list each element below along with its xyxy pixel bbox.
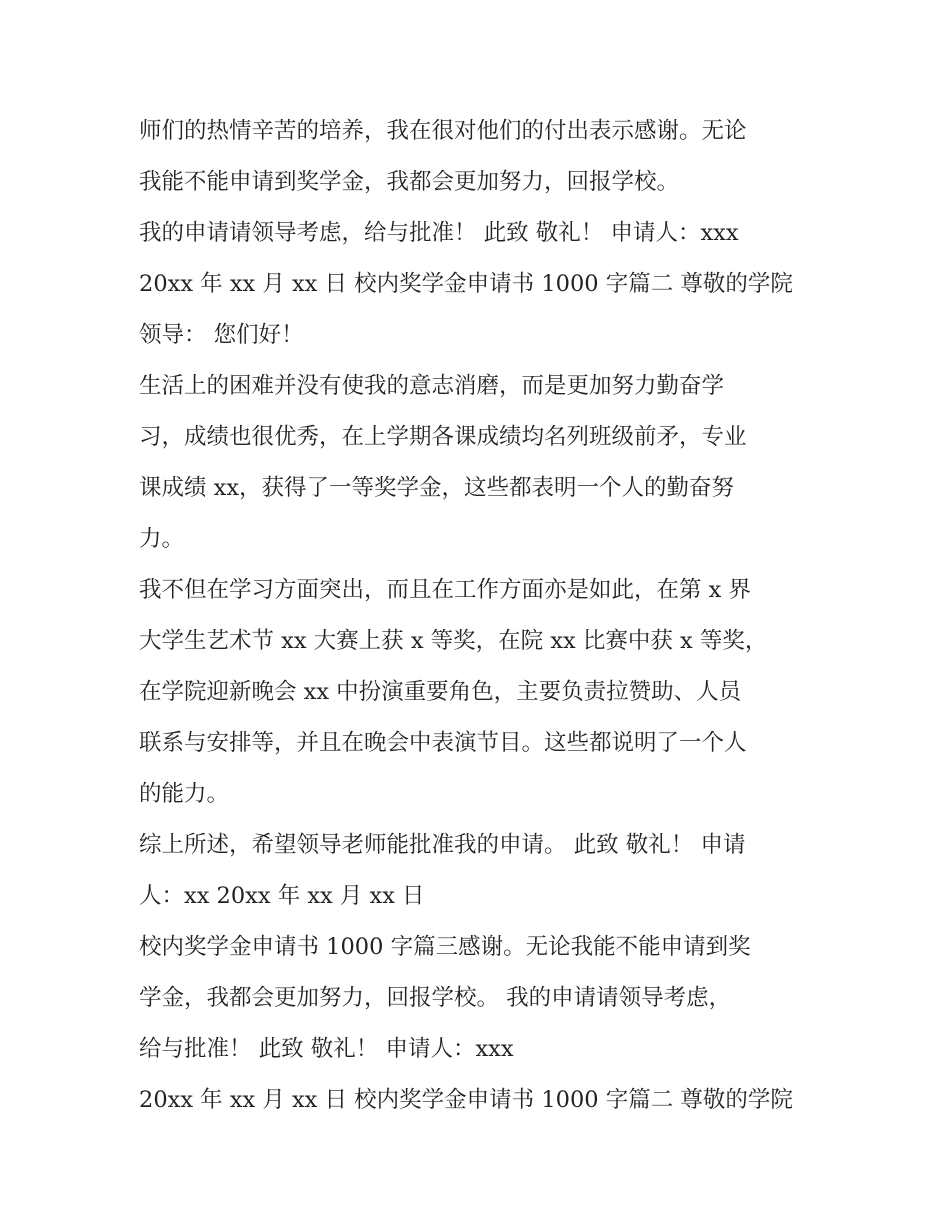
text-line: 校内奖学金申请书 1000 字篇三感谢。无论我能不能申请到奖 [139, 934, 751, 960]
text-line: 给与批准！ 此致 敬礼！ 申请人：xxx [139, 1036, 514, 1062]
text-line: 生活上的困难并没有使我的意志消磨，而是更加努力勤奋学 [139, 373, 725, 399]
document-body [139, 106, 829, 1126]
text-line: 领导： 您们好！ [139, 322, 304, 348]
text-line: 人：xx 20xx 年 xx 月 xx 日 [139, 883, 425, 909]
text-line: 大学生艺术节 xx 大赛上获 x 等奖，在院 xx 比赛中获 x 等奖， [139, 628, 768, 654]
text-line: 师们的热情辛苦的培养，我在很对他们的付出表示感谢。无论 [139, 118, 747, 144]
text-line: 课成绩 xx，获得了一等奖学金，这些都表明一个人的勤奋努 [139, 475, 735, 501]
text-line: 我不但在学习方面突出，而且在工作方面亦是如此，在第 x 界 [139, 577, 751, 603]
text-line: 综上所述，希望领导老师能批准我的申请。 此致 敬礼！ 申请 [139, 832, 746, 858]
text-line: 习，成绩也很优秀，在上学期各课成绩均名列班级前矛，专业 [139, 424, 747, 450]
text-line: 学金，我都会更加努力，回报学校。 我的申请请领导考虑， [139, 985, 732, 1011]
text-line: 20xx 年 xx 月 xx 日 校内奖学金申请书 1000 字篇二 尊敬的学院 [139, 271, 793, 297]
text-line: 的能力。 [139, 781, 230, 807]
text-line: 在学院迎新晚会 xx 中扮演重要角色，主要负责拉赞助、人员 [139, 679, 742, 705]
text-line: 我能不能申请到奖学金，我都会更加努力，回报学校。 [139, 169, 680, 195]
text-line: 力。 [139, 526, 185, 552]
text-line: 20xx 年 xx 月 xx 日 校内奖学金申请书 1000 字篇二 尊敬的学院 [139, 1087, 793, 1113]
text-line: 联系与安排等，并且在晚会中表演节目。这些都说明了一个人 [139, 730, 747, 756]
text-line: 我的申请请领导考虑，给与批准！ 此致 敬礼！ 申请人：xxx [139, 220, 739, 246]
